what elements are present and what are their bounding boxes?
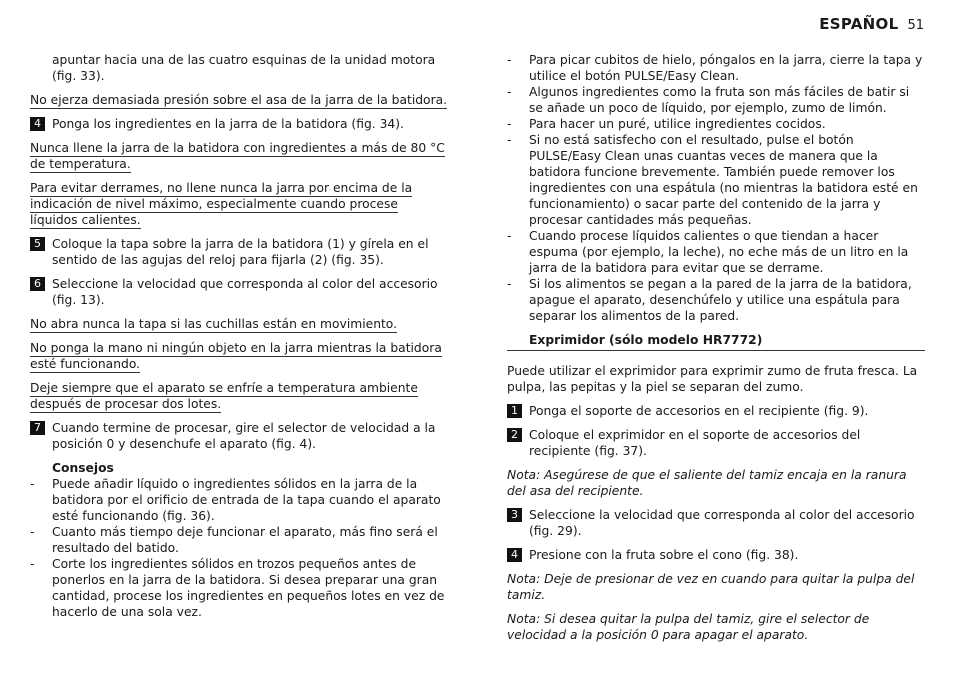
warning-handle-pressure: No ejerza demasiada presión sobre el asa de la jarra de la batidora. [30,93,448,107]
juicer-step-3 [507,507,925,539]
tip-item: - Algunos ingredientes como la fruta son más fáciles de batir si se añade un poco de líquido, por ejemplo, zumo de limón. [507,84,925,116]
juicer-step-4 [507,547,925,563]
juicer-step-1 [507,403,925,419]
step-number: 4 [507,548,522,562]
step-number: 5 [30,237,45,251]
tip-item: - Si los alimentos se pegan a la pared de la jarra de la batidora, apague el aparato, desenchúfelo y utilice una espátula para separar los alimentos de la pared. [507,276,925,324]
warning-lid: No abra nunca la tapa si las cuchillas están en movimiento. [30,317,398,331]
language-label: ESPAÑOL [819,15,899,33]
step-text: Seleccione la velocidad que corresponda al color del accesorio (fig. 13). [52,277,438,307]
tip-item: - Cuanto más tiempo deje funcionar el aparato, más fino será el resultado del batido. [30,524,448,556]
step-number: 7 [30,421,45,435]
juicer-intro: Puede utilizar el exprimidor para exprimir zumo de fruta fresca. La pulpa, las pepitas y la piel se separan del zumo. [507,364,918,394]
warning-cool-down: Deje siempre que el aparato se enfríe a temperatura ambiente después de procesar dos lotes. [30,381,418,411]
page-header [819,16,924,34]
tips-heading: Consejos [52,461,114,475]
step-number: 6 [30,277,45,291]
tips-list-continued [507,52,925,324]
step-number: 1 [507,404,522,418]
step-text: Ponga el soporte de accesorios en el recipiente (fig. 9). [529,404,869,418]
step-number: 2 [507,428,522,442]
note-remove-pulp: Nota: Si desea quitar la pulpa del tamiz, gire el selector de velocidad a la posición 0 para apagar el aparato. [507,612,870,642]
warning-temperature: Nunca llene la jarra de la batidora con ingredientes a más de 80 °C de temperatura. [30,141,445,171]
step-text: Ponga los ingredientes en la jarra de la batidora (fig. 34). [52,117,404,131]
note-stop-pressing: Nota: Deje de presionar de vez en cuando para quitar la pulpa del tamiz. [507,572,915,602]
step-text: Presione con la fruta sobre el cono (fig. 38). [529,548,799,562]
tip-item: - Cuando procese líquidos calientes o que tiendan a hacer espuma (por ejemplo, la leche), no eche más de un litro en la jarra de la batidora para evitar que se derrame. [507,228,925,276]
tip-item: - Corte los ingredientes sólidos en trozos pequeños antes de ponerlos en la jarra de la batidora. Si desea preparar una gran cantidad, procese los ingredientes en pequeños lotes en vez de hacerlo de una sola vez. [30,556,448,620]
tip-item: - Si no está satisfecho con el resultado, pulse el botón PULSE/Easy Clean unas cuantas veces de manera que la batidora funcione brevemente. También puede remover los ingredientes con una espátula (no mientras la batidora esté en funcionamiento) o sacar parte del contenido de la jarra y procesar cantidades más pequeñas. [507,132,925,228]
step-number: 3 [507,508,522,522]
step-text: Coloque el exprimidor en el soporte de accesorios del recipiente (fig. 37). [529,428,861,458]
juicer-step-2 [507,427,925,459]
step-6 [30,276,448,308]
step-text: Coloque la tapa sobre la jarra de la batidora (1) y gírela en el sentido de las agujas del reloj para fijarla (2) (fig. 35). [52,237,429,267]
step-4 [30,116,448,132]
step-text: Seleccione la velocidad que corresponda al color del accesorio (fig. 29). [529,508,915,538]
step-5 [30,236,448,268]
note-sieve-lug: Nota: Asegúrese de que el saliente del tamiz encaja en la ranura del asa del recipiente. [507,468,907,498]
step-number: 4 [30,117,45,131]
page-number: 51 [907,18,924,33]
step-text: Cuando termine de procesar, gire el selector de velocidad a la posición 0 y desenchufe el aparato (fig. 4). [52,421,436,451]
tip-item: - Puede añadir líquido o ingredientes sólidos en la jarra de la batidora por el orificio de entrada de la tapa cuando el aparato esté funcionando (fig. 36). [30,476,448,524]
section-heading-juicer: Exprimidor (sólo modelo HR7772) [507,332,925,351]
right-column [507,52,925,651]
tip-item: - Para hacer un puré, utilice ingredientes cocidos. [507,116,925,132]
warning-spills: Para evitar derrames, no llene nunca la jarra por encima de la indicación de nivel máximo, especialmente cuando procese líquidos calientes. [30,181,413,227]
warning-hands: No ponga la mano ni ningún objeto en la jarra mientras la batidora esté funcionando. [30,341,442,371]
tip-item: - Para picar cubitos de hielo, póngalos en la jarra, cierre la tapa y utilice el botón PULSE/Easy Clean. [507,52,925,84]
step-7 [30,420,448,452]
tips-list [30,476,448,620]
left-column [30,52,448,628]
continuation-text: apuntar hacia una de las cuatro esquinas de la unidad motora (fig. 33). [52,53,436,83]
